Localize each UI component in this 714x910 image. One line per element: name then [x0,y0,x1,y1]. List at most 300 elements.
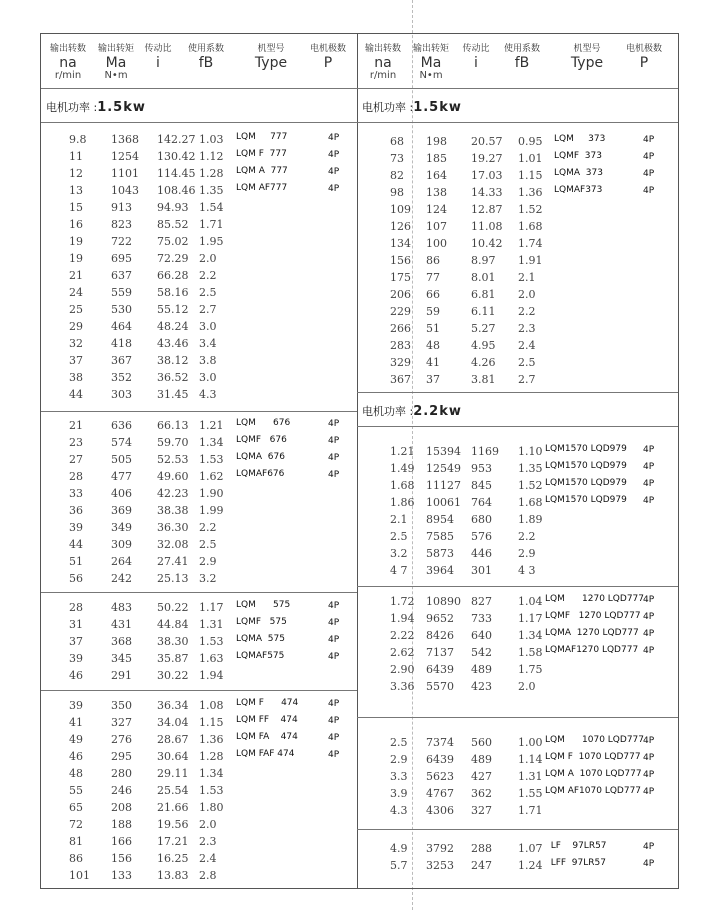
ratio-cell: 19.27 [471,152,503,165]
speed-cell: 33 [69,487,83,500]
table-row [357,460,678,477]
ratio-cell: 13.83 [157,869,189,882]
poles-cell: 4P [643,646,655,656]
service-factor-cell: 3.4 [199,337,217,350]
table-row [41,165,357,182]
ratio-cell: 446 [471,547,492,560]
torque-cell: 483 [111,601,132,614]
service-factor-cell: 2.4 [199,852,217,865]
torque-cell: 369 [111,504,132,517]
table-row [41,731,357,748]
torque-cell: 166 [111,835,132,848]
header-symbol: Ma [420,55,442,71]
header-unit: N•m [104,70,128,81]
poles-cell: 4P [328,453,340,463]
header-col-fb [500,41,544,70]
type-cell: LF 97LR57 [545,841,607,851]
torque-cell: 5873 [426,547,454,560]
service-factor-cell: 1.01 [518,152,543,165]
service-factor-cell: 1.12 [199,150,224,163]
poles-cell: 4P [643,595,655,605]
ratio-cell: 953 [471,462,492,475]
torque-cell: 3792 [426,842,454,855]
speed-cell: 4 7 [390,564,408,577]
table-row [41,714,357,731]
ratio-cell: 5.27 [471,322,496,335]
ratio-cell: 31.45 [157,388,189,401]
torque-cell: 345 [111,652,132,665]
speed-cell: 49 [69,733,83,746]
motor-power-label [46,99,146,115]
service-factor-cell: 1.53 [199,453,224,466]
ratio-cell: 576 [471,530,492,543]
type-cell: LQM1570 LQD979 [545,478,627,488]
service-factor-cell: 2.5 [518,356,536,369]
ratio-cell: 327 [471,804,492,817]
service-factor-cell: 1.52 [518,203,543,216]
torque-cell: 505 [111,453,132,466]
service-factor-cell: 2.7 [199,303,217,316]
ratio-cell: 32.08 [157,538,189,551]
type-cell: LQM1570 LQD979 [545,495,627,505]
service-factor-cell: 1.68 [518,220,543,233]
ratio-cell: 764 [471,496,492,509]
ratio-cell: 66.28 [157,269,189,282]
table-row [41,502,357,519]
service-factor-cell: 1.15 [518,169,543,182]
speed-cell: 109 [390,203,411,216]
service-factor-cell: 1.58 [518,646,543,659]
table-row [41,599,357,616]
service-factor-cell: 1.36 [518,186,543,199]
speed-cell: 1.94 [390,612,415,625]
service-factor-cell: 2.9 [199,555,217,568]
table-row [41,667,357,684]
service-factor-cell: 3.2 [199,572,217,585]
table-row [41,216,357,233]
type-cell: LQM F 777 [236,149,287,159]
motor-power-row [357,89,678,123]
speed-cell: 2.22 [390,629,415,642]
torque-cell: 264 [111,555,132,568]
service-factor-cell: 1.71 [199,218,224,231]
poles-cell: 4P [328,167,340,177]
header-zh-label: 传动比 [462,44,490,54]
speed-cell: 101 [69,869,90,882]
torque-cell: 695 [111,252,132,265]
speed-cell: 48 [69,767,83,780]
service-factor-cell: 3.0 [199,320,217,333]
ratio-cell: 34.04 [157,716,189,729]
type-cell: LQMF 676 [236,435,287,445]
speed-cell: 4.3 [390,804,408,817]
poles-cell: 4P [643,770,655,780]
poles-cell: 4P [328,699,340,709]
poles-cell: 4P [328,150,340,160]
ratio-cell: 845 [471,479,492,492]
speed-cell: 12 [69,167,83,180]
torque-cell: 350 [111,699,132,712]
service-factor-cell: 4 3 [518,564,536,577]
motor-power-value: 1.5kw [97,100,146,115]
speed-cell: 329 [390,356,411,369]
motor-power-value: 1.5kw [413,100,462,115]
table-row [357,661,678,678]
table-row [41,485,357,502]
type-cell: LQM AF1070 LQD777 [545,786,642,796]
torque-cell: 5570 [426,680,454,693]
poles-cell: 4P [643,612,655,622]
poles-cell: 4P [643,753,655,763]
type-cell: LFF 97LR57 [545,858,606,868]
ratio-cell: 142.27 [157,133,196,146]
table-row [357,511,678,528]
torque-cell: 124 [426,203,447,216]
poles-cell: 4P [328,419,340,429]
service-factor-cell: 1.21 [199,419,224,432]
ratio-cell: 19.56 [157,818,189,831]
table-row [41,536,357,553]
speed-cell: 27 [69,453,83,466]
poles-cell: 4P [643,842,655,852]
poles-cell: 4P [328,436,340,446]
torque-cell: 309 [111,538,132,551]
header-zh-label: 输出转数 [49,44,86,54]
table-row [357,354,678,371]
type-cell: LQM 1270 LQD777 [545,594,644,604]
speed-cell: 68 [390,135,404,148]
speed-cell: 41 [69,716,83,729]
model-group [357,718,678,830]
service-factor-cell: 0.95 [518,135,543,148]
ratio-cell: 30.22 [157,669,189,682]
service-factor-cell: 1.53 [199,635,224,648]
service-factor-cell: 2.0 [518,288,536,301]
header-col-fb [184,41,228,70]
type-cell: LQMF 1270 LQD777 [545,611,641,621]
type-cell: LQM FA 474 [236,732,298,742]
header-zh-label: 输出转矩 [412,44,449,54]
ratio-cell: 48.24 [157,320,189,333]
table-row [41,267,357,284]
speed-cell: 37 [69,354,83,367]
service-factor-cell: 1.99 [199,504,224,517]
table-row [41,765,357,782]
header-symbol: P [639,55,649,71]
header-col-i [459,41,493,70]
table-row [41,570,357,587]
ratio-cell: 44.84 [157,618,189,631]
table-row [357,150,678,167]
header-col-type [557,41,617,70]
header-zh-label: 输出转数 [364,44,401,54]
type-cell: LQM F 1070 LQD777 [545,752,641,762]
service-factor-cell: 1.90 [199,487,224,500]
torque-cell: 8954 [426,513,454,526]
header-unit: r/min [54,70,82,81]
speed-cell: 44 [69,388,83,401]
torque-cell: 349 [111,521,132,534]
service-factor-cell: 1.28 [199,750,224,763]
type-cell: LQMAF676 [236,469,285,479]
ratio-cell: 11.08 [471,220,503,233]
table-row [41,850,357,867]
table-row [41,867,357,884]
service-factor-cell: 2.2 [199,521,217,534]
table-row [357,269,678,286]
torque-cell: 367 [111,354,132,367]
ratio-cell: 640 [471,629,492,642]
poles-cell: 4P [643,787,655,797]
header-zh-label: 传动比 [144,44,172,54]
table-row [357,610,678,627]
poles-cell: 4P [328,750,340,760]
torque-cell: 276 [111,733,132,746]
header-col-na [361,41,405,82]
speed-cell: 73 [390,152,404,165]
torque-cell: 637 [111,269,132,282]
model-group [357,427,678,587]
ratio-cell: 49.60 [157,470,189,483]
table-row [41,799,357,816]
service-factor-cell: 3.8 [199,354,217,367]
ratio-cell: 38.38 [157,504,189,517]
type-cell: LQMA 1270 LQD777 [545,628,639,638]
type-cell: LQM 777 [236,132,288,142]
torque-cell: 10061 [426,496,461,509]
speed-cell: 72 [69,818,83,831]
service-factor-cell: 2.2 [518,530,536,543]
ratio-cell: 542 [471,646,492,659]
header-symbol: fB [198,55,214,71]
speed-cell: 31 [69,618,83,631]
table-header [41,34,357,89]
service-factor-cell: 1.08 [199,699,224,712]
ratio-cell: 288 [471,842,492,855]
service-factor-cell: 1.80 [199,801,224,814]
ratio-cell: 38.12 [157,354,189,367]
ratio-cell: 55.12 [157,303,189,316]
speed-cell: 3.2 [390,547,408,560]
right-column [357,34,678,888]
ratio-cell: 8.97 [471,254,496,267]
service-factor-cell: 1.14 [518,753,543,766]
speed-cell: 5.7 [390,859,408,872]
table-row [357,337,678,354]
torque-cell: 7585 [426,530,454,543]
header-symbol: fB [514,55,530,71]
speed-cell: 175 [390,271,411,284]
table-row [357,528,678,545]
table-row [41,318,357,335]
torque-cell: 823 [111,218,132,231]
poles-cell: 4P [328,635,340,645]
service-factor-cell: 1.35 [518,462,543,475]
speed-cell: 86 [69,852,83,865]
model-group [41,412,357,593]
speed-cell: 32 [69,337,83,350]
type-cell: LQM 1070 LQD777 [545,735,644,745]
torque-cell: 6439 [426,663,454,676]
ratio-cell: 59.70 [157,436,189,449]
torque-cell: 418 [111,337,132,350]
table-row [357,167,678,184]
service-factor-cell: 2.0 [199,818,217,831]
table-row [357,593,678,610]
torque-cell: 242 [111,572,132,585]
speed-cell: 9.8 [69,133,87,146]
table-row [41,148,357,165]
poles-cell: 4P [643,629,655,639]
torque-cell: 66 [426,288,440,301]
service-factor-cell: 2.9 [518,547,536,560]
ratio-cell: 36.52 [157,371,189,384]
table-header [357,34,678,89]
service-factor-cell: 2.1 [518,271,536,284]
speed-cell: 23 [69,436,83,449]
speed-cell: 24 [69,286,83,299]
service-factor-cell: 1.55 [518,787,543,800]
torque-cell: 352 [111,371,132,384]
table-row [41,386,357,403]
table-row [357,235,678,252]
torque-cell: 4306 [426,804,454,817]
model-group [41,593,357,691]
header-zh-label: 机型号 [257,44,285,54]
service-factor-cell: 1.07 [518,842,543,855]
torque-cell: 51 [426,322,440,335]
type-cell: LQM A 777 [236,166,288,176]
table-row [357,545,678,562]
torque-cell: 100 [426,237,447,250]
speed-cell: 126 [390,220,411,233]
speed-cell: 25 [69,303,83,316]
speed-cell: 2.1 [390,513,408,526]
torque-cell: 156 [111,852,132,865]
torque-cell: 464 [111,320,132,333]
torque-cell: 3964 [426,564,454,577]
ratio-cell: 72.29 [157,252,189,265]
header-col-ma [409,41,453,82]
header-col-p [622,41,666,70]
speed-cell: 134 [390,237,411,250]
table-row [357,201,678,218]
speed-cell: 206 [390,288,411,301]
table-row [41,352,357,369]
speed-cell: 4.9 [390,842,408,855]
table-row [357,303,678,320]
type-cell: LQM1570 LQD979 [545,444,627,454]
type-cell: LQMF 575 [236,617,287,627]
service-factor-cell: 1.24 [518,859,543,872]
service-factor-cell: 1.17 [199,601,224,614]
service-factor-cell: 2.5 [199,286,217,299]
header-col-i [141,41,175,70]
header-symbol: Type [570,55,604,71]
speed-cell: 266 [390,322,411,335]
table-row [357,734,678,751]
service-factor-cell: 1.94 [199,669,224,682]
service-factor-cell: 1.53 [199,784,224,797]
table-row [41,434,357,451]
service-factor-cell: 2.8 [199,869,217,882]
speed-cell: 1.68 [390,479,415,492]
table-row [41,451,357,468]
type-cell: LQMAF575 [236,651,285,661]
ratio-cell: 1169 [471,445,499,458]
ratio-cell: 85.52 [157,218,189,231]
motor-power-label [362,99,462,115]
speed-cell: 3.9 [390,787,408,800]
model-group [357,587,678,718]
speed-cell: 16 [69,218,83,231]
table-row [41,616,357,633]
poles-cell: 4P [643,859,655,869]
speed-cell: 38 [69,371,83,384]
service-factor-cell: 1.31 [199,618,224,631]
speed-cell: 367 [390,373,411,386]
table-row [41,250,357,267]
poles-cell: 4P [643,169,655,179]
header-symbol: i [156,55,160,71]
table-row [357,678,678,695]
type-cell: LQMF 373 [554,151,602,161]
motor-power-value: 2.2kw [413,404,462,419]
ratio-cell: 427 [471,770,492,783]
table-row [41,284,357,301]
table-row [357,494,678,511]
header-col-type [241,41,301,70]
ratio-cell: 130.42 [157,150,196,163]
table-row [41,816,357,833]
poles-cell: 4P [643,135,655,145]
ratio-cell: 50.22 [157,601,189,614]
table-row [41,633,357,650]
ratio-cell: 247 [471,859,492,872]
speed-cell: 15 [69,201,83,214]
type-cell: LQMA 575 [236,634,285,644]
ratio-cell: 733 [471,612,492,625]
motor-power-caption: 电机功率 : [362,405,414,418]
table-row [41,131,357,148]
table-row [357,840,678,857]
ratio-cell: 28.67 [157,733,189,746]
header-symbol: na [374,55,392,71]
service-factor-cell: 1.54 [199,201,224,214]
torque-cell: 1043 [111,184,139,197]
ratio-cell: 52.53 [157,453,189,466]
type-cell: LQM A 1070 LQD777 [545,769,642,779]
torque-cell: 185 [426,152,447,165]
torque-cell: 636 [111,419,132,432]
torque-cell: 327 [111,716,132,729]
ratio-cell: 16.25 [157,852,189,865]
poles-cell: 4P [328,184,340,194]
poles-cell: 4P [643,479,655,489]
service-factor-cell: 1.68 [518,496,543,509]
table-row [357,443,678,460]
table-row [41,417,357,434]
type-cell: LQM AF777 [236,183,288,193]
table-row [41,519,357,536]
ratio-cell: 42.23 [157,487,189,500]
speed-cell: 2.5 [390,530,408,543]
ratio-cell: 14.33 [471,186,503,199]
table-row [357,320,678,337]
table-row [357,286,678,303]
header-zh-label: 机型号 [573,44,601,54]
model-group [41,691,357,889]
